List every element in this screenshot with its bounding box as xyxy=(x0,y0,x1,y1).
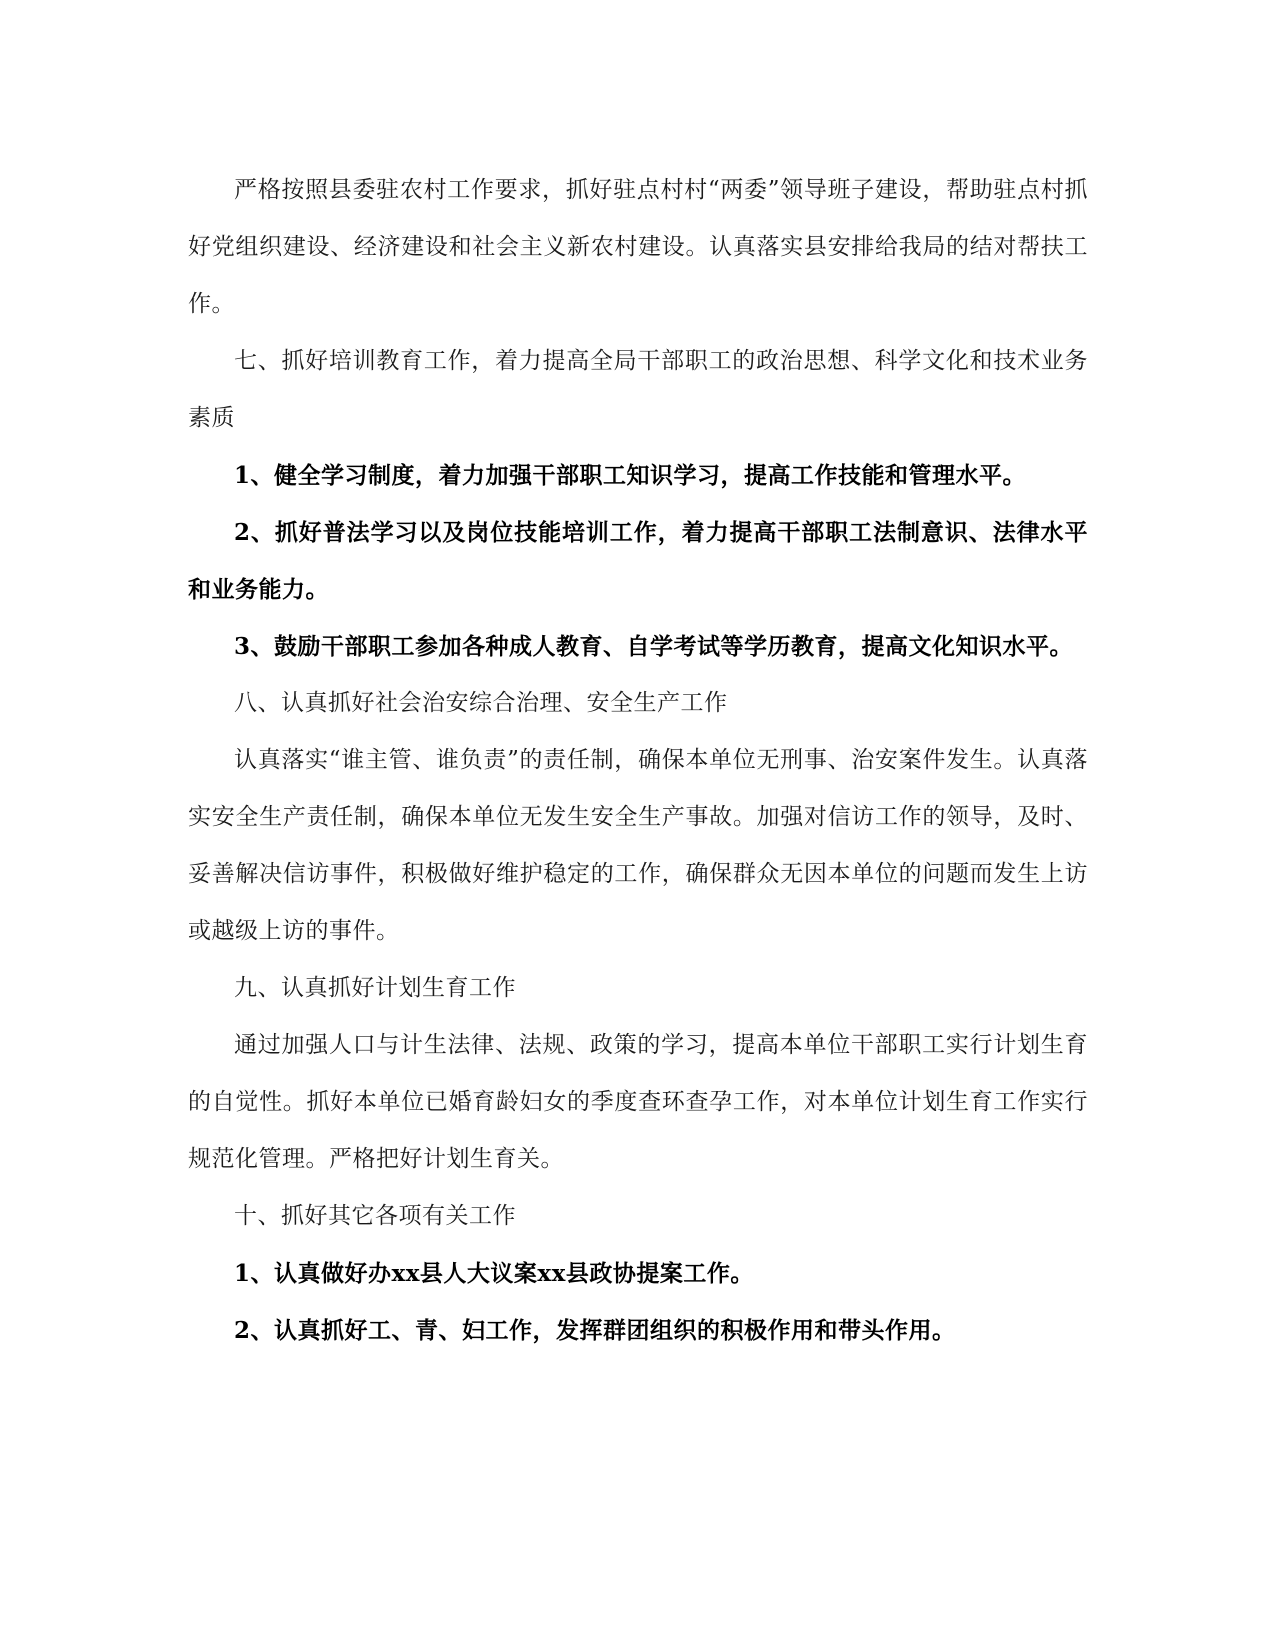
list-item-education: 3、鼓励干部职工参加各种成人教育、自学考试等学历教育，提高文化知识水平。 xyxy=(234,633,1074,660)
list-item-proposals: 1、认真做好办xx县人大议案xx县政协提案工作。 xyxy=(234,1260,754,1287)
paragraph-family-planning: 通过加强人口与计生法律、法规、政策的学习，提高本单位干部职工实行计划生育的自觉性。抓好本单位已婚育龄妇女的季度查环查孕工作，对本单位计划生育工作实行规范化管理。严格把好计划生育关。 xyxy=(188,1032,1088,1172)
list-item-study-system: 1、健全学习制度，着力加强干部职工知识学习，提高工作技能和管理水平。 xyxy=(234,462,1027,489)
section-heading-security: 八、认真抓好社会治安综合治理、安全生产工作 xyxy=(234,690,728,716)
list-item-mass-organizations: 2、认真抓好工、青、妇工作，发挥群团组织的积极作用和带头作用。 xyxy=(234,1317,956,1344)
list-item-law-training: 2、抓好普法学习以及岗位技能培训工作，着力提高干部职工法制意识、法律水平和业务能力。 xyxy=(188,519,1088,603)
paragraph-village-support: 严格按照县委驻农村工作要求，抓好驻点村村“两委”领导班子建设，帮助驻点村抓好党组织建设、经济建设和社会主义新农村建设。认真落实县安排给我局的结对帮扶工作。 xyxy=(188,177,1088,317)
section-heading-family-planning: 九、认真抓好计划生育工作 xyxy=(234,975,516,1001)
paragraph-security: 认真落实“谁主管、谁负责”的责任制，确保本单位无刑事、治安案件发生。认真落实安全生产责任制，确保本单位无发生安全生产事故。加强对信访工作的领导，及时、妥善解决信访事件，积极做好维护稳定的工作，确保群众无因本单位的问题而发生上访或越级上访的事件。 xyxy=(188,747,1088,944)
section-heading-training: 七、抓好培训教育工作，着力提高全局干部职工的政治思想、科学文化和技术业务素质 xyxy=(188,348,1088,431)
document-body xyxy=(188,162,1088,1359)
section-heading-other-work: 十、抓好其它各项有关工作 xyxy=(234,1203,516,1229)
